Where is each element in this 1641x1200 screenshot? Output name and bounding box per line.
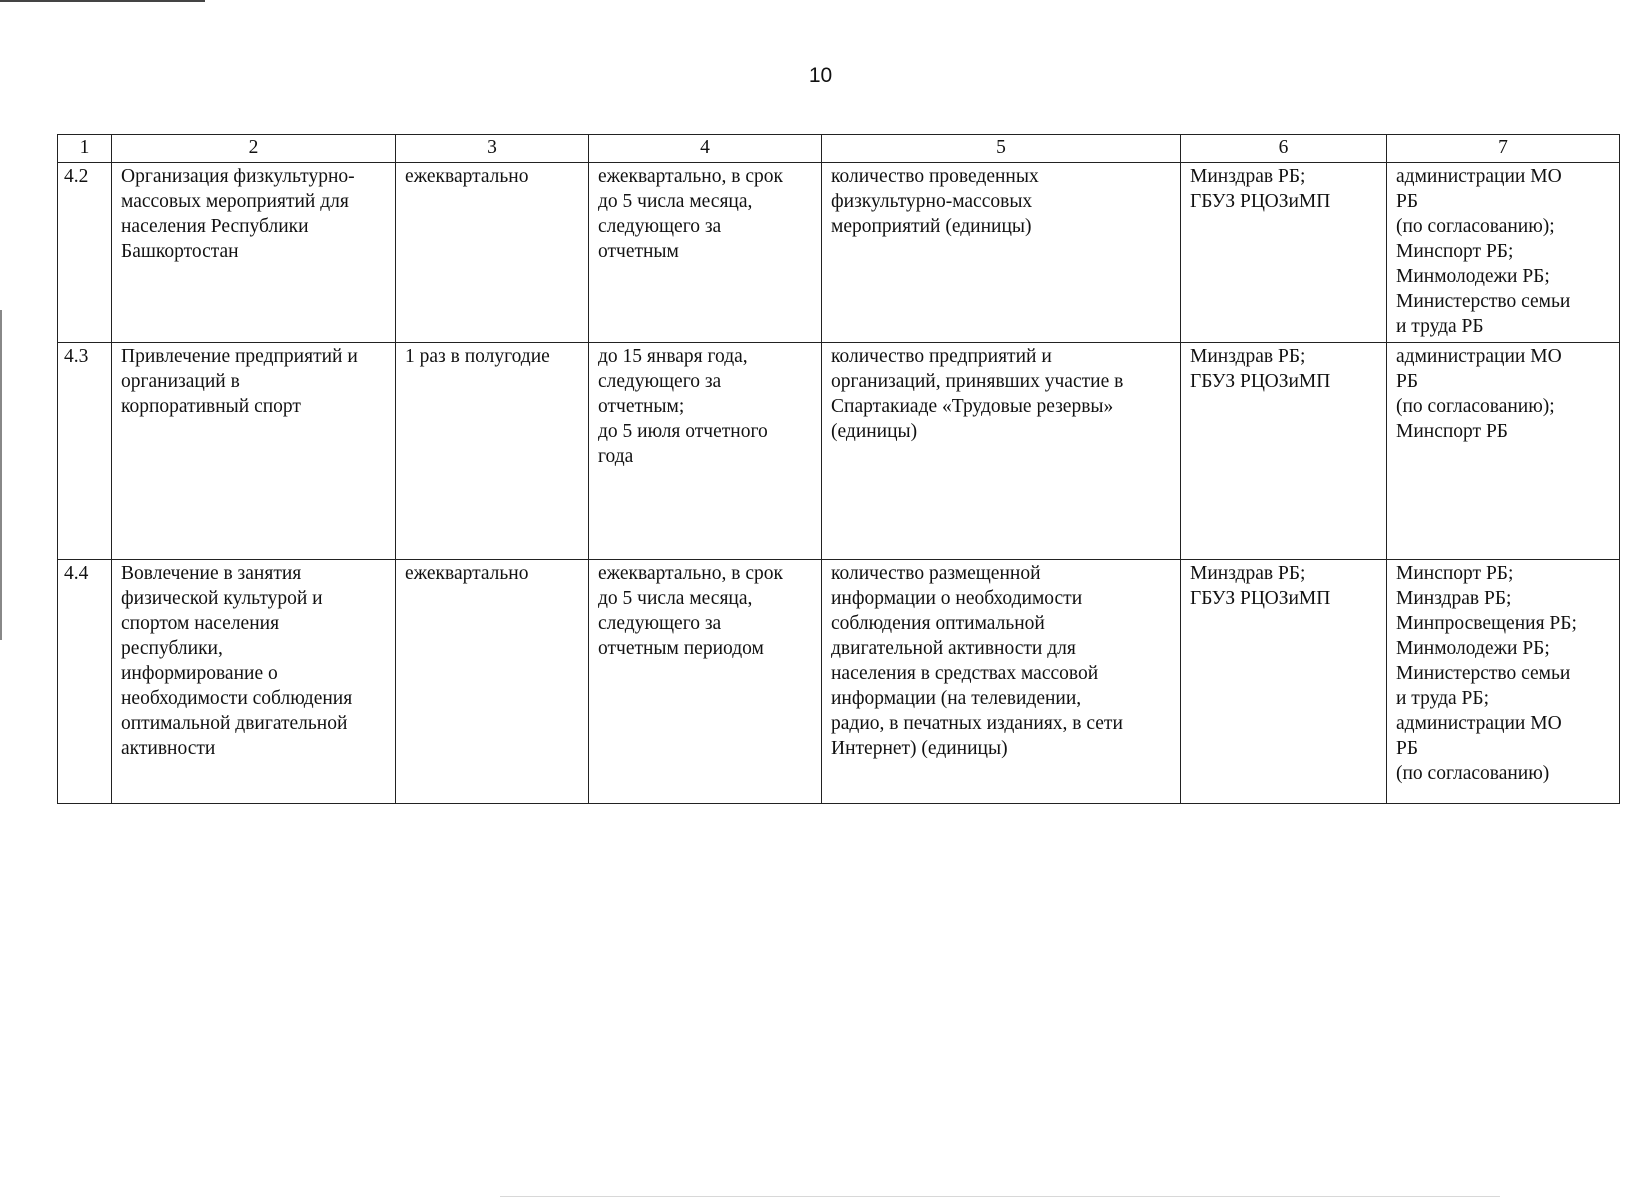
- activity-text: Башкортостан: [121, 241, 239, 262]
- participants-cell: [1387, 343, 1620, 560]
- participants-text: Минспорт РБ;: [1396, 563, 1514, 584]
- deadline-text: отчетным: [598, 241, 679, 262]
- deadline-cell: [589, 343, 822, 560]
- activity-cell: [112, 560, 396, 804]
- activity-text: информирование о: [121, 663, 278, 684]
- activity-text: массовых мероприятий для: [121, 191, 349, 212]
- scan-edge-mark: [500, 1196, 1500, 1197]
- table-header: [58, 135, 1620, 163]
- activity-text: необходимости соблюдения: [121, 688, 353, 709]
- row-number-cell: [58, 560, 112, 804]
- indicator-text: (единицы): [831, 421, 918, 442]
- frequency-cell: [396, 343, 589, 560]
- responsible-text: Минздрав РБ;: [1190, 346, 1306, 367]
- deadline-text: следующего за: [598, 613, 722, 634]
- participants-text: Минмолодежи РБ;: [1396, 266, 1550, 287]
- participants-text: администрации МО: [1396, 166, 1562, 187]
- participants-text: Минмолодежи РБ;: [1396, 638, 1550, 659]
- participants-text: Минпросвещения РБ;: [1396, 613, 1577, 634]
- participants-text: РБ: [1396, 191, 1419, 212]
- deadline-cell: [589, 163, 822, 343]
- participants-text: (по согласованию);: [1396, 216, 1555, 237]
- column-number: 2: [112, 135, 396, 163]
- frequency-text: ежеквартально: [405, 166, 529, 187]
- activity-text: корпоративный спорт: [121, 396, 301, 417]
- participants-cell: [1387, 163, 1620, 343]
- activity-text: республики,: [121, 638, 223, 659]
- activity-cell: [112, 163, 396, 343]
- participants-text: (по согласованию): [1396, 763, 1550, 784]
- participants-text: и труда РБ;: [1396, 688, 1489, 709]
- indicator-text: Спартакиаде «Трудовые резервы»: [831, 396, 1114, 417]
- indicator-text: физкультурно-массовых: [831, 191, 1033, 212]
- column-number: 3: [396, 135, 589, 163]
- responsible-text: ГБУЗ РЦОЗиМП: [1190, 371, 1331, 392]
- row-number-cell: [58, 343, 112, 560]
- scan-edge-mark: [0, 310, 2, 640]
- table-row: [58, 163, 1620, 343]
- activity-text: Организация физкультурно-: [121, 166, 355, 187]
- scan-edge-mark: [0, 0, 205, 2]
- participants-text: Минздрав РБ;: [1396, 588, 1512, 609]
- responsible-text: ГБУЗ РЦОЗиМП: [1190, 191, 1331, 212]
- indicator-text: соблюдения оптимальной: [831, 613, 1045, 634]
- row-number: 4.2: [64, 166, 89, 187]
- indicator-text: количество размещенной: [831, 563, 1041, 584]
- activity-text: Привлечение предприятий и: [121, 346, 358, 367]
- participants-text: (по согласованию);: [1396, 396, 1555, 417]
- deadline-text: ежеквартально, в срок: [598, 563, 783, 584]
- indicator-text: населения в средствах массовой: [831, 663, 1099, 684]
- page-number: 10: [808, 64, 833, 87]
- responsible-text: Минздрав РБ;: [1190, 563, 1306, 584]
- frequency-cell: [396, 560, 589, 804]
- participants-text: РБ: [1396, 371, 1419, 392]
- table-row: [58, 560, 1620, 804]
- participants-text: администрации МО: [1396, 713, 1562, 734]
- deadline-text: до 5 числа месяца,: [598, 588, 753, 609]
- participants-text: РБ: [1396, 738, 1419, 759]
- indicator-cell: [822, 560, 1181, 804]
- deadline-text: до 15 января года,: [598, 346, 748, 367]
- indicator-text: мероприятий (единицы): [831, 216, 1032, 237]
- indicator-text: радио, в печатных изданиях, в сети: [831, 713, 1123, 734]
- table-row: [58, 343, 1620, 560]
- column-number: 6: [1181, 135, 1387, 163]
- deadline-text: следующего за: [598, 371, 722, 392]
- indicator-text: информации (на телевидении,: [831, 688, 1082, 709]
- row-number-cell: [58, 163, 112, 343]
- frequency-text: ежеквартально: [405, 563, 529, 584]
- activity-text: Вовлечение в занятия: [121, 563, 302, 584]
- activity-cell: [112, 343, 396, 560]
- indicator-text: количество предприятий и: [831, 346, 1052, 367]
- row-number: 4.3: [64, 346, 89, 367]
- row-number: 4.4: [64, 563, 89, 584]
- indicator-text: организаций, принявших участие в: [831, 371, 1124, 392]
- column-number: 5: [822, 135, 1181, 163]
- deadline-text: отчетным;: [598, 396, 685, 417]
- responsible-cell: [1181, 163, 1387, 343]
- activity-text: населения Республики: [121, 216, 309, 237]
- column-number: 7: [1387, 135, 1620, 163]
- deadline-text: до 5 числа месяца,: [598, 191, 753, 212]
- participants-text: и труда РБ: [1396, 316, 1484, 337]
- activity-text: активности: [121, 738, 216, 759]
- responsible-text: Минздрав РБ;: [1190, 166, 1306, 187]
- indicator-text: информации о необходимости: [831, 588, 1083, 609]
- indicator-text: количество проведенных: [831, 166, 1039, 187]
- column-number-row: [58, 135, 1620, 163]
- frequency-text: 1 раз в полугодие: [405, 346, 550, 367]
- participants-text: администрации МО: [1396, 346, 1562, 367]
- responsible-cell: [1181, 343, 1387, 560]
- indicator-cell: [822, 343, 1181, 560]
- column-number: 1: [58, 135, 112, 163]
- participants-text: Минспорт РБ: [1396, 421, 1508, 442]
- activity-text: спортом населения: [121, 613, 280, 634]
- activity-text: оптимальной двигательной: [121, 713, 348, 734]
- participants-text: Министерство семьи: [1396, 291, 1571, 312]
- deadline-text: отчетным периодом: [598, 638, 764, 659]
- participants-text: Минспорт РБ;: [1396, 241, 1514, 262]
- indicator-cell: [822, 163, 1181, 343]
- activity-text: организаций в: [121, 371, 240, 392]
- indicator-text: Интернет) (единицы): [831, 738, 1008, 759]
- deadline-text: до 5 июля отчетного: [598, 421, 768, 442]
- deadline-cell: [589, 560, 822, 804]
- participants-text: Министерство семьи: [1396, 663, 1571, 684]
- deadline-text: года: [598, 446, 634, 467]
- deadline-text: ежеквартально, в срок: [598, 166, 783, 187]
- activity-plan-table: [57, 134, 1620, 804]
- indicator-text: двигательной активности для: [831, 638, 1076, 659]
- deadline-text: следующего за: [598, 216, 722, 237]
- column-number: 4: [589, 135, 822, 163]
- responsible-text: ГБУЗ РЦОЗиМП: [1190, 588, 1331, 609]
- activity-text: физической культурой и: [121, 588, 323, 609]
- responsible-cell: [1181, 560, 1387, 804]
- frequency-cell: [396, 163, 589, 343]
- participants-cell: [1387, 560, 1620, 804]
